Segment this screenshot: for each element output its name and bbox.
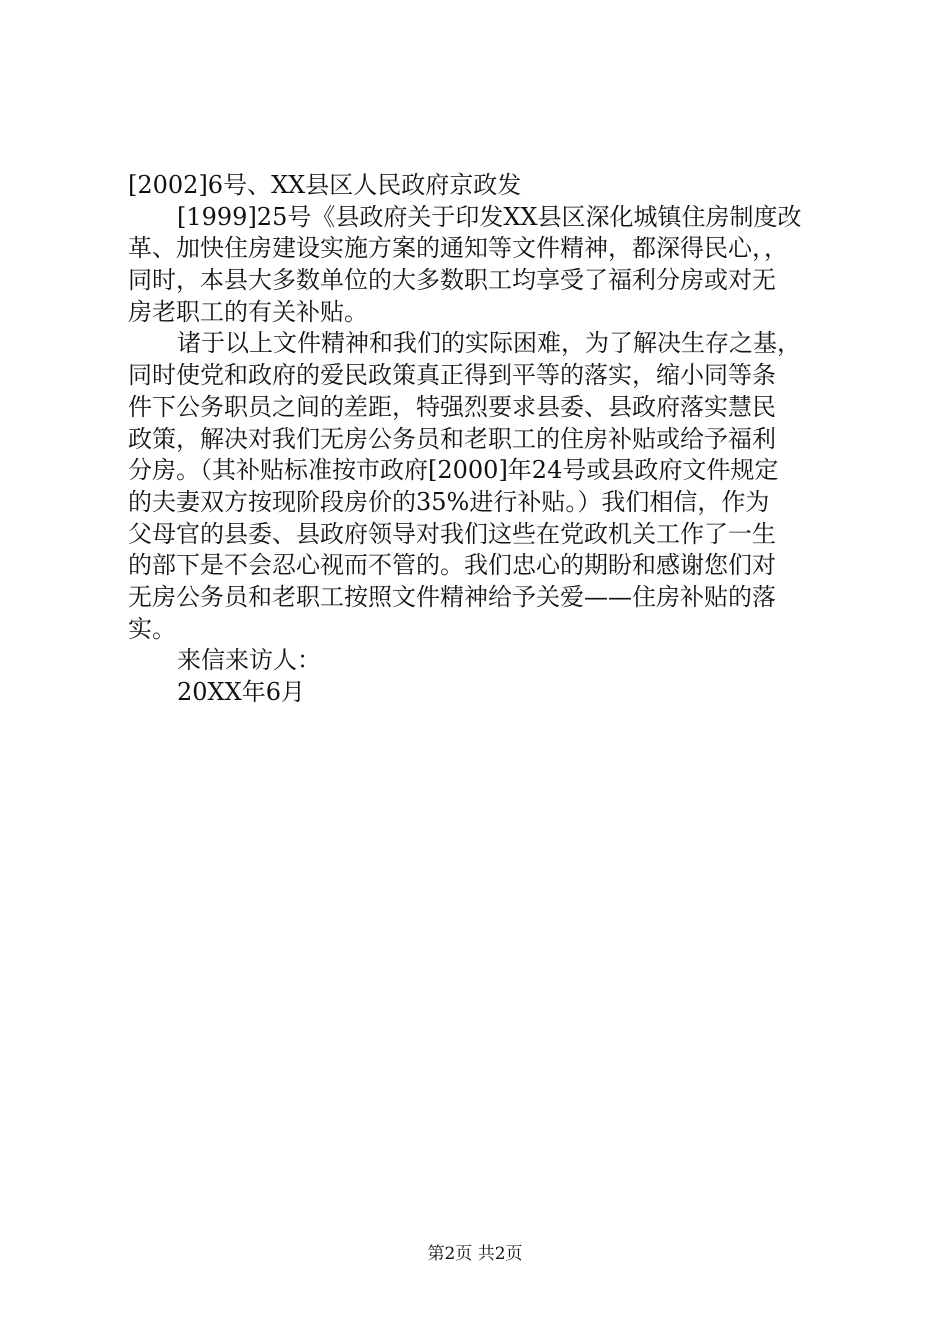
- text-line: 件下公务职员之间的差距，特强烈要求县委、县政府落实慧民: [128, 392, 776, 421]
- letter-body: [128, 170, 840, 709]
- text-line: 房老职工的有关补贴。: [128, 297, 368, 326]
- text-line: [2002]6号、XX县区人民政府京政发: [128, 171, 522, 199]
- text-line: 的夫妻双方按现阶段房价的35%进行补贴。）我们相信，作为: [128, 487, 770, 516]
- date-line: 20XX年6月: [177, 678, 305, 706]
- text-line: 无房公务员和老职工按照文件精神给予关爱——住房补贴的落: [128, 582, 776, 611]
- text-line: 政策，解决对我们无房公务员和老职工的住房补贴或给予福利: [128, 424, 776, 453]
- text-line: 父母官的县委、县政府领导对我们这些在党政机关工作了一生: [128, 519, 776, 548]
- text-line: 分房。（其补贴标准按市政府[2000]年24号或县政府文件规定: [128, 456, 779, 485]
- page-number-footer: 第2页 共2页: [427, 1244, 523, 1264]
- text-line: 实。: [128, 614, 176, 643]
- text-line: 革、加快住房建设实施方案的通知等文件精神，都深得民心，，: [128, 234, 788, 263]
- text-line: 同时，本县大多数单位的大多数职工均享受了福利分房或对无: [128, 266, 776, 295]
- text-line: [1999]25号《县政府关于印发XX县区深化城镇住房制度改: [177, 202, 802, 231]
- text-line: 诸于以上文件精神和我们的实际困难，为了解决生存之基，: [177, 329, 801, 358]
- signature-label: 来信来访人：: [177, 646, 321, 675]
- text-line: 同时使党和政府的爱民政策真正得到平等的落实，缩小同等条: [128, 361, 776, 390]
- text-line: 的部下是不会忍心视而不管的。我们忠心的期盼和感谢您们对: [128, 551, 776, 580]
